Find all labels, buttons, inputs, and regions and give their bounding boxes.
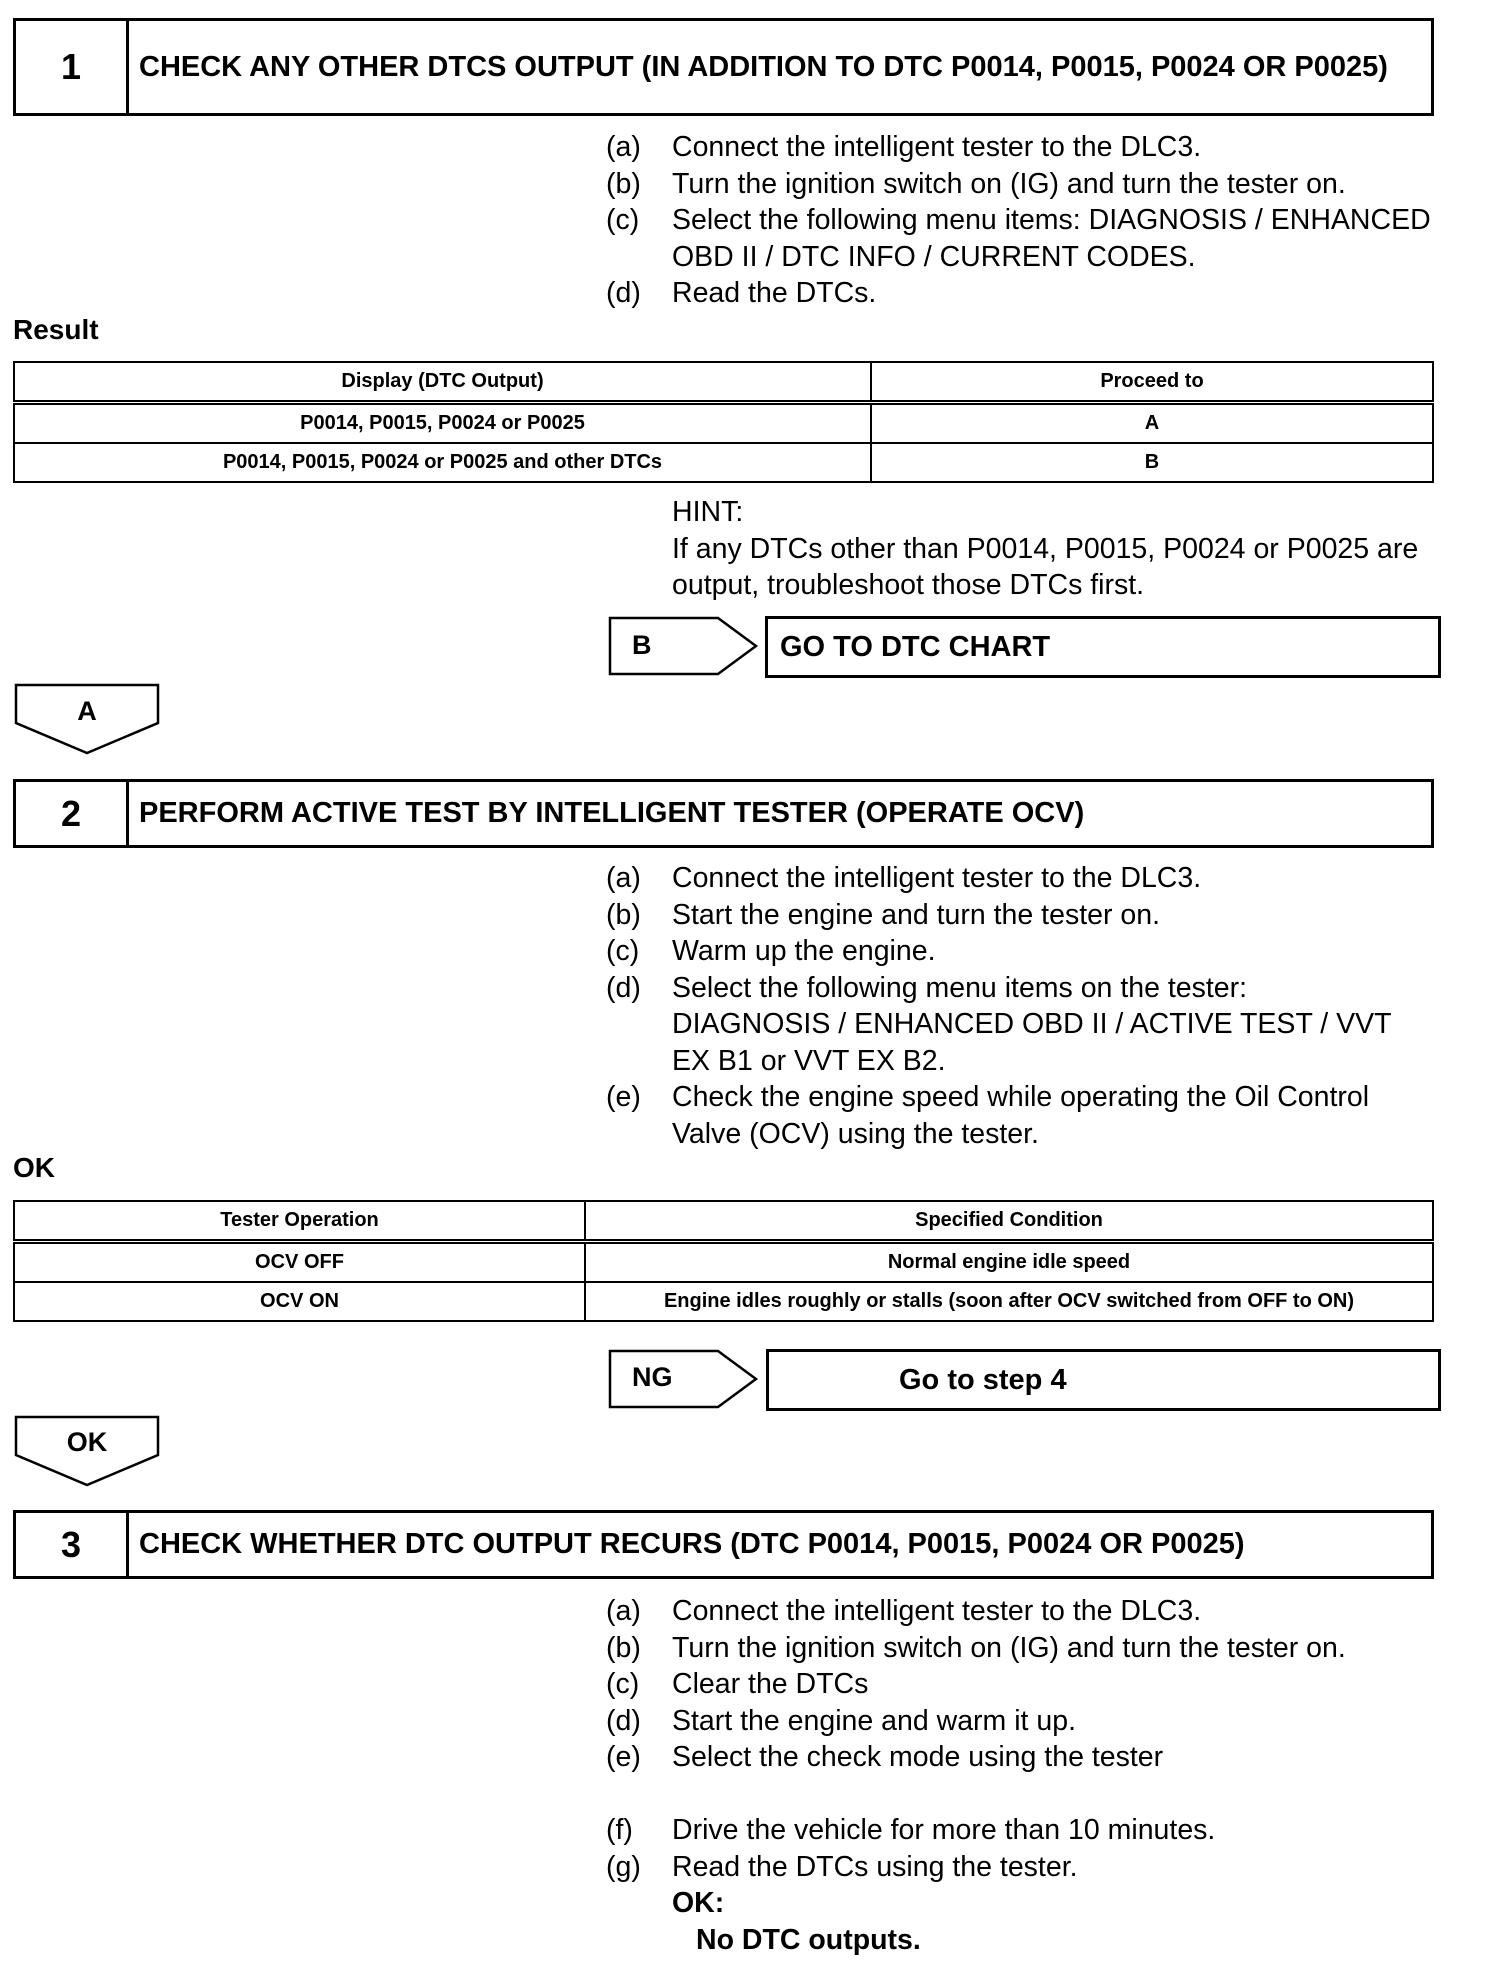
step-title: CHECK WHETHER DTC OUTPUT RECURS (DTC P0014, P0015, P0024 OR P0025) — [139, 1528, 1245, 1560]
instruction-item: (a) Connect the intelligent tester to the DLC3. — [606, 131, 1202, 163]
instruction-item: (e) Check the engine speed while operating the Oil Control Valve (OCV) using the tester. — [606, 1081, 1370, 1150]
table-header: Specified Condition — [585, 1201, 1433, 1242]
instruction-item: (e) Select the check mode using the tester — [606, 1741, 1164, 1773]
table-cell: P0014, P0015, P0024 or P0025 and other DTCs — [14, 443, 871, 482]
table-cell: OCV OFF — [14, 1242, 585, 1283]
branch-ok-down-arrow — [14, 1415, 160, 1487]
ok-condition-text: No DTC outputs. — [696, 1923, 921, 1956]
branch-ok-label: OK — [66, 1427, 108, 1457]
branch-a-down-arrow — [14, 683, 160, 755]
step-title: PERFORM ACTIVE TEST BY INTELLIGENT TESTER (OPERATE OCV) — [139, 797, 1085, 829]
ok-condition-title: OK: — [672, 1887, 725, 1919]
hint-title: HINT: — [672, 496, 744, 528]
instruction-item: (a) Connect the intelligent tester to the DLC3. — [606, 862, 1202, 894]
table-row — [14, 1242, 1433, 1283]
instruction-item: (c) Select the following menu items: DIAGNOSIS / ENHANCED OBD II / DTC INFO / CURRENT CODES. — [606, 204, 1431, 273]
table-cell: A — [871, 403, 1433, 444]
table-header-row — [14, 362, 1433, 403]
ok-label: OK — [13, 1152, 55, 1183]
instruction-item: (a) Connect the intelligent tester to the DLC3. — [606, 1595, 1202, 1627]
table-cell: OCV ON — [14, 1282, 585, 1321]
step-number: 3 — [16, 1513, 129, 1576]
step-3-instructions — [606, 1593, 1456, 1958]
step-3-header — [13, 1510, 1434, 1579]
step-title: CHECK ANY OTHER DTCS OUTPUT (IN ADDITION TO DTC P0014, P0015, P0024 OR P0025) — [139, 50, 1388, 83]
instruction-item: (c) Warm up the engine. — [606, 935, 936, 967]
result-table — [13, 361, 1434, 483]
table-header: Proceed to — [871, 362, 1433, 403]
step-1-instructions — [606, 129, 1456, 312]
table-cell: P0014, P0015, P0024 or P0025 — [14, 403, 871, 444]
hint-block — [672, 494, 1452, 604]
branch-a-label: A — [77, 696, 97, 726]
table-header: Display (DTC Output) — [14, 362, 871, 403]
table-row — [14, 403, 1433, 444]
instruction-item: (b) Start the engine and turn the tester on. — [606, 898, 1160, 931]
branch-ng-target: Go to step 4 — [899, 1363, 1067, 1396]
table-header: Tester Operation — [14, 1201, 585, 1242]
branch-b-arrow-icon — [608, 616, 760, 676]
step-2-header — [13, 779, 1434, 848]
table-cell: Normal engine idle speed — [585, 1242, 1433, 1283]
go-to-step-4-box[interactable] — [766, 1349, 1441, 1411]
step-number: 2 — [16, 782, 129, 845]
step-1-header — [13, 18, 1434, 116]
branch-ng-tag: NG — [632, 1362, 673, 1392]
instruction-item: (c) Clear the DTCs — [606, 1668, 869, 1700]
branch-b-tag: B — [632, 630, 652, 660]
instruction-item: (d) Start the engine and warm it up. — [606, 1704, 1076, 1737]
step-2-instructions — [606, 860, 1456, 1152]
instruction-item: (b) Turn the ignition switch on (IG) and turn the tester on. — [606, 167, 1346, 200]
go-to-dtc-chart-box[interactable] — [765, 616, 1441, 678]
ok-table — [13, 1200, 1434, 1322]
branch-ng-arrow-icon — [608, 1349, 760, 1409]
hint-text: If any DTCs other than P0014, P0015, P0024 or P0025 are output, troubleshoot those DTCs first. — [672, 532, 1419, 601]
instruction-item: (f) Drive the vehicle for more than 10 minutes. — [606, 1814, 1216, 1846]
step-number: 1 — [16, 21, 129, 113]
branch-b-target: GO TO DTC CHART — [780, 630, 1051, 663]
instruction-item: (d) Select the following menu items on the tester: DIAGNOSIS / ENHANCED OBD II / ACTIVE TEST / VVT EX B1 or VVT EX B2. — [606, 971, 1391, 1077]
result-label: Result — [13, 314, 99, 345]
table-cell: B — [871, 443, 1433, 482]
instruction-item: (b) Turn the ignition switch on (IG) and turn the tester on. — [606, 1631, 1346, 1664]
table-row — [14, 1282, 1433, 1321]
table-row — [14, 443, 1433, 482]
instruction-item: (d) Read the DTCs. — [606, 277, 877, 309]
table-cell: Engine idles roughly or stalls (soon after OCV switched from OFF to ON) — [585, 1282, 1433, 1321]
instruction-item: (g) Read the DTCs using the tester. — [606, 1850, 1078, 1883]
table-header-row — [14, 1201, 1433, 1242]
